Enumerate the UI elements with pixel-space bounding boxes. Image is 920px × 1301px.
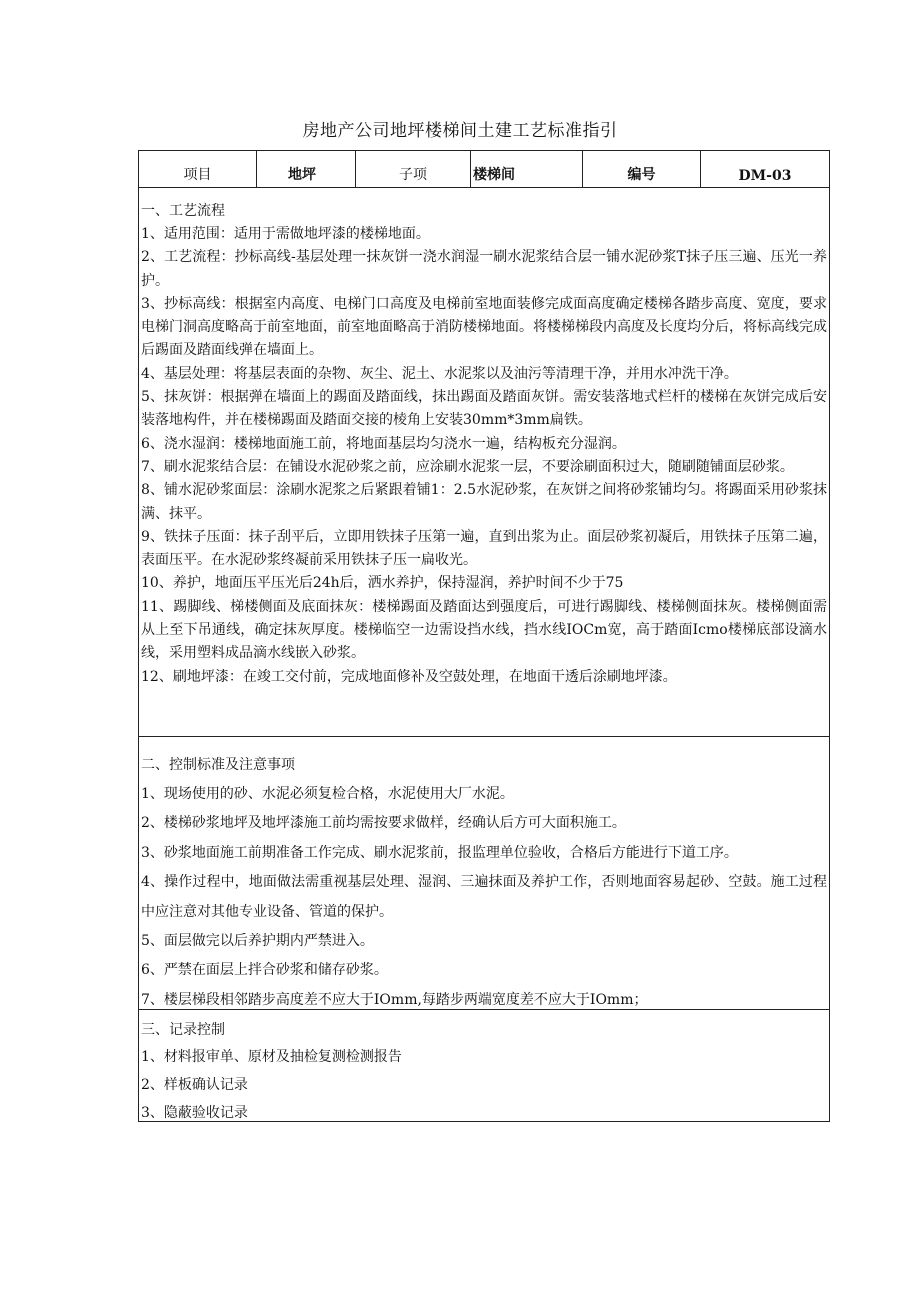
list-item: 4、操作过程中，地面做法需重视基层处理、湿润、三遍抹面及养护工作，否则地面容易起砂、空鼓。施工过程中应注意对其他专业设备、管道的保护。 <box>141 874 827 920</box>
project-label: 项目 <box>139 151 257 187</box>
standard-table <box>138 150 830 1122</box>
list-item: 12、刷地坪漆：在竣工交付前，完成地面修补及空鼓处理，在地面干透后涂刷地坪漆。 <box>141 668 677 685</box>
list-item: 2、楼梯砂浆地坪及地坪漆施工前均需按要求做样，经确认后方可大面积施工。 <box>141 815 626 832</box>
list-item: 5、面层做完以后养护期内严禁进入。 <box>141 933 374 950</box>
header-row <box>139 151 829 188</box>
section-process-flow <box>139 188 829 737</box>
list-item: 7、楼层梯段相邻踏步高度差不应大于IOmm,每踏步两端宽度差不应大于IOmm； <box>141 991 648 1008</box>
code-label: 编号 <box>583 151 701 187</box>
list-item: 9、铁抹子压面：抹子刮平后，立即用铁抹子压第一遍，直到出浆为止。面层砂浆初凝后，用铁抹子压第二遍，表面压平。在水泥砂浆终凝前采用铁抹子压一扁收光。 <box>141 528 827 569</box>
list-item: 3、隐蔽验收记录 <box>141 1105 248 1121</box>
list-item: 2、工艺流程：抄标高线-基层处理一抹灰饼一浇水润湿一刷水泥浆结合层一铺水泥砂浆T抹子压三遍、压光一养护。 <box>141 249 827 289</box>
list-item: 6、浇水湿润：楼梯地面施工前，将地面基层均匀浇水一遍，结构板充分湿润。 <box>141 435 626 452</box>
list-item: 10、养护，地面压平压光后24h后，洒水养护，保持湿润，养护时间不少于75 <box>141 575 624 592</box>
section-record-control <box>139 1010 829 1121</box>
list-item: 1、现场使用的砂、水泥必须复检合格，水泥使用大厂水泥。 <box>141 786 514 802</box>
list-item: 7、刷水泥浆结合层：在铺设水泥砂浆之前，应涂刷水泥浆一层，不要涂刷面积过大，随刷随铺面层砂浆。 <box>141 458 794 475</box>
subitem-label: 子项 <box>356 151 471 187</box>
list-item: 11、踢脚线、梯楼侧面及底面抹灰：楼梯踢面及踏面达到强度后，可进行踢脚线、楼梯侧面抹灰。楼梯侧面需从上至下吊通线，确定抹灰厚度。楼梯临空一边需设挡水线，挡水线IOCm宽，高于踏面Icmo楼梯底部设滴水线，采用塑料成品滴水线嵌入砂浆。 <box>141 598 827 662</box>
list-item: 2、样板确认记录 <box>141 1077 248 1093</box>
list-item: 1、适用范围：适用于需做地坪漆的楼梯地面。 <box>141 226 430 242</box>
list-item: 3、抄标高线：根据室内高度、电梯门口高度及电梯前室地面装修完成面高度确定楼梯各踏步高度、宽度，要求电梯门洞高度略高于前室地面，前室地面略高于消防楼梯地面。将楼梯梯段内高度及长度均分后，将标高线完成后踢面及踏面线弹在墙面上。 <box>141 295 827 359</box>
section-title: 三、记录控制 <box>141 1022 225 1038</box>
document-title: 房地产公司地坪楼梯间土建工艺标准指引 <box>302 121 618 141</box>
section-control-standards <box>139 737 829 1010</box>
list-item: 1、材料报审单、原材及抽检复测检测报告 <box>141 1049 402 1065</box>
project-value: 地坪 <box>257 151 356 187</box>
list-item: 5、抹灰饼：根据弹在墙面上的踢面及踏面线，抹出踢面及踏面灰饼。需安装落地式栏杆的楼梯在灰饼完成后安装落地构件，并在楼梯踢面及踏面交接的棱角上安装30mm*3mm扁铁。 <box>141 389 827 429</box>
list-item: 4、基层处理：将基层表面的杂物、灰尘、泥土、水泥浆以及油污等清理干净，并用水冲洗干净。 <box>141 365 738 382</box>
section-title: 一、工艺流程 <box>141 203 225 219</box>
list-item: 8、铺水泥砂浆面层：涂刷水泥浆之后紧跟着铺1：2.5水泥砂浆，在灰饼之间将砂浆铺均匀。将踢面采用砂浆抹满、抹平。 <box>141 482 827 522</box>
list-item: 6、严禁在面层上拌合砂浆和储存砂浆。 <box>141 962 388 979</box>
list-item: 3、砂浆地面施工前期准备工作完成、刷水泥浆前，报监理单位验收，合格后方能进行下道工序。 <box>141 844 738 861</box>
section-title: 二、控制标准及注意事项 <box>141 757 295 773</box>
subitem-value: 楼梯间 <box>471 151 583 187</box>
code-value: DM-03 <box>738 168 792 184</box>
